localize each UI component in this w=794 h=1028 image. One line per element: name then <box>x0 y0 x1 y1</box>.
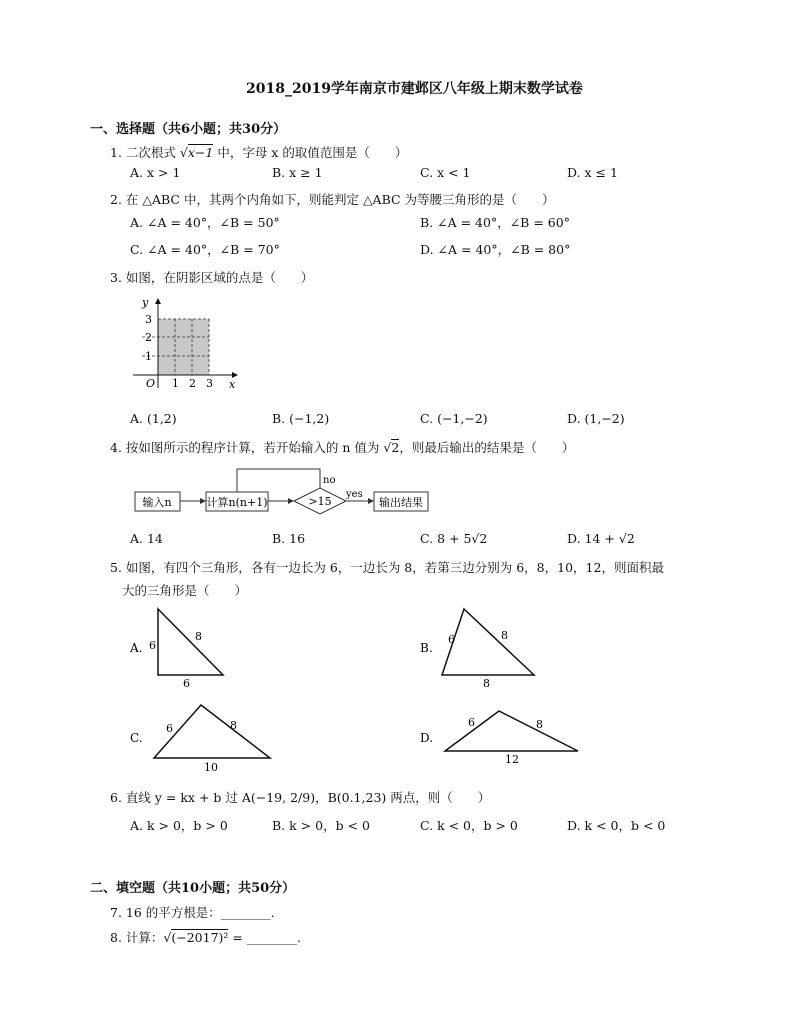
triangle-d-left-side: 6 <box>468 716 475 729</box>
q2-option-d[interactable]: D. ∠A = 40°，∠B = 80° <box>420 242 571 257</box>
flow-no-label: no <box>323 475 336 486</box>
q1-option-d[interactable]: D. x ≤ 1 <box>567 165 618 180</box>
flow-yes-label: yes <box>346 489 363 500</box>
flow-input-label: 输入n <box>142 496 172 509</box>
question-4 <box>110 438 574 456</box>
shaded-region <box>158 319 209 375</box>
question-4-prefix: 4. 按如图所示的程序计算，若开始输入的 n 值为 <box>110 440 380 455</box>
question-3: 3. 如图，在阴影区域的点是（ ） <box>110 270 314 285</box>
q4-option-d[interactable]: D. 14 + √2 <box>567 531 635 546</box>
triangle-b-shape <box>442 609 534 675</box>
triangle-c-right-side: 8 <box>230 719 237 732</box>
triangle-d-right-side: 8 <box>536 718 543 731</box>
q3-option-a[interactable]: A. (1,2) <box>130 411 177 426</box>
question-5-line-1: 5. 如图，有四个三角形，各有一边长为 6，一边长为 8，若第三边分别为 6，8，10，12，则面积最 <box>110 560 664 575</box>
triangle-c-letter: C. <box>130 731 143 745</box>
question-6: 6. 直线 y = kx + b 过 A(−19, 2/9)，B(0.1,23) 两点，则（ ） <box>110 790 491 805</box>
y-tick-2: 2 <box>145 331 152 344</box>
question-4-suffix: ，则最后输出的结果是（ ） <box>399 440 575 455</box>
y-axis-label: y <box>142 296 149 309</box>
triangle-b-right-side: 8 <box>501 629 508 642</box>
question-4-sqrt-value: 2 <box>391 440 400 455</box>
section-heading-fill: 二、填空题（共10小题；共50分） <box>90 881 296 896</box>
triangle-d-letter: D. <box>420 731 434 745</box>
flow-compute-label: 计算n(n+1) <box>206 496 268 509</box>
q1-option-a[interactable]: A. x > 1 <box>130 165 181 180</box>
origin-label: O <box>146 377 156 390</box>
triangle-option-d[interactable] <box>418 700 588 770</box>
page-title: 2018_2019学年南京市建邺区八年级上期末数学试卷 <box>246 81 583 97</box>
question-8-radicand: (−2017)² <box>171 930 229 945</box>
question-8-prefix: 8. 计算： <box>110 930 164 945</box>
q6-option-a[interactable]: A. k > 0，b > 0 <box>130 818 228 833</box>
y-tick-1: 1 <box>145 350 152 363</box>
q3-option-b[interactable]: B. (−1,2) <box>272 411 330 426</box>
x-axis-label: x <box>229 378 236 391</box>
question-1 <box>110 143 407 161</box>
y-axis-arrow-icon <box>155 298 161 304</box>
triangle-b-bottom-side: 8 <box>483 677 490 690</box>
section-heading-choice: 一、选择题（共6小题；共30分） <box>90 122 287 137</box>
arrow-head-icon <box>368 498 374 504</box>
x-tick-3: 3 <box>206 377 213 390</box>
q2-option-c[interactable]: C. ∠A = 40°，∠B = 70° <box>130 242 280 257</box>
q4-option-a[interactable]: A. 14 <box>130 531 163 546</box>
question-1-radicand: x−1 <box>187 145 214 160</box>
triangle-option-c[interactable] <box>128 700 278 778</box>
q6-option-d[interactable]: D. k < 0，b < 0 <box>567 818 666 833</box>
q4-option-c[interactable]: C. 8 + 5√2 <box>420 531 488 546</box>
q1-option-c[interactable]: C. x < 1 <box>420 165 471 180</box>
triangle-a-bottom-side: 6 <box>183 677 190 690</box>
flow-loop-line <box>237 469 320 492</box>
flow-condition-label: >15 <box>308 495 332 508</box>
sqrt-sign-icon: √ <box>179 145 188 160</box>
flow-output-label: 输出结果 <box>379 496 423 509</box>
triangle-c-bottom-side: 10 <box>204 761 218 774</box>
triangle-a-shape <box>158 609 223 675</box>
triangle-b-left-side: 6 <box>448 633 455 646</box>
x-tick-1: 1 <box>172 377 179 390</box>
q3-option-c[interactable]: C. (−1,−2) <box>420 411 488 426</box>
triangle-option-b[interactable] <box>418 605 548 693</box>
triangle-a-letter: A. <box>130 641 143 655</box>
q1-option-b[interactable]: B. x ≥ 1 <box>272 165 323 180</box>
flowchart-figure <box>130 464 440 526</box>
question-2: 2. 在 △ABC 中，其两个内角如下，则能判定 △ABC 为等腰三角形的是（ ） <box>110 192 555 207</box>
q6-option-c[interactable]: C. k < 0，b > 0 <box>420 818 518 833</box>
q2-option-a[interactable]: A. ∠A = 40°，∠B = 50° <box>130 215 280 230</box>
triangle-d-shape <box>445 711 578 751</box>
triangle-d-bottom-side: 12 <box>505 753 519 766</box>
q3-option-d[interactable]: D. (1,−2) <box>567 411 625 426</box>
question-5-line-2: 大的三角形是（ ） <box>122 583 248 598</box>
question-8 <box>110 928 301 946</box>
triangle-option-a[interactable] <box>128 605 238 693</box>
question-1-prefix: 1. 二次根式 <box>110 145 176 160</box>
q4-option-b[interactable]: B. 16 <box>272 531 306 546</box>
sqrt-sign-icon: √ <box>383 440 392 455</box>
q2-option-b[interactable]: B. ∠A = 40°，∠B = 60° <box>420 215 570 230</box>
question-7: 7. 16 的平方根是：________. <box>110 905 275 920</box>
x-tick-2: 2 <box>189 377 196 390</box>
triangle-a-left-side: 6 <box>149 639 156 652</box>
coordinate-grid-figure <box>128 292 240 392</box>
question-1-suffix: 中，字母 x 的取值范围是（ ） <box>217 145 408 160</box>
triangle-a-right-side: 8 <box>195 630 202 643</box>
sqrt-sign-icon: √ <box>163 930 172 945</box>
arrow-head-icon <box>200 498 206 504</box>
triangle-b-letter: B. <box>420 641 433 655</box>
y-tick-3: 3 <box>145 313 152 326</box>
triangle-c-left-side: 6 <box>166 722 173 735</box>
q6-option-b[interactable]: B. k > 0，b < 0 <box>272 818 370 833</box>
question-8-suffix: = ________. <box>232 930 301 945</box>
